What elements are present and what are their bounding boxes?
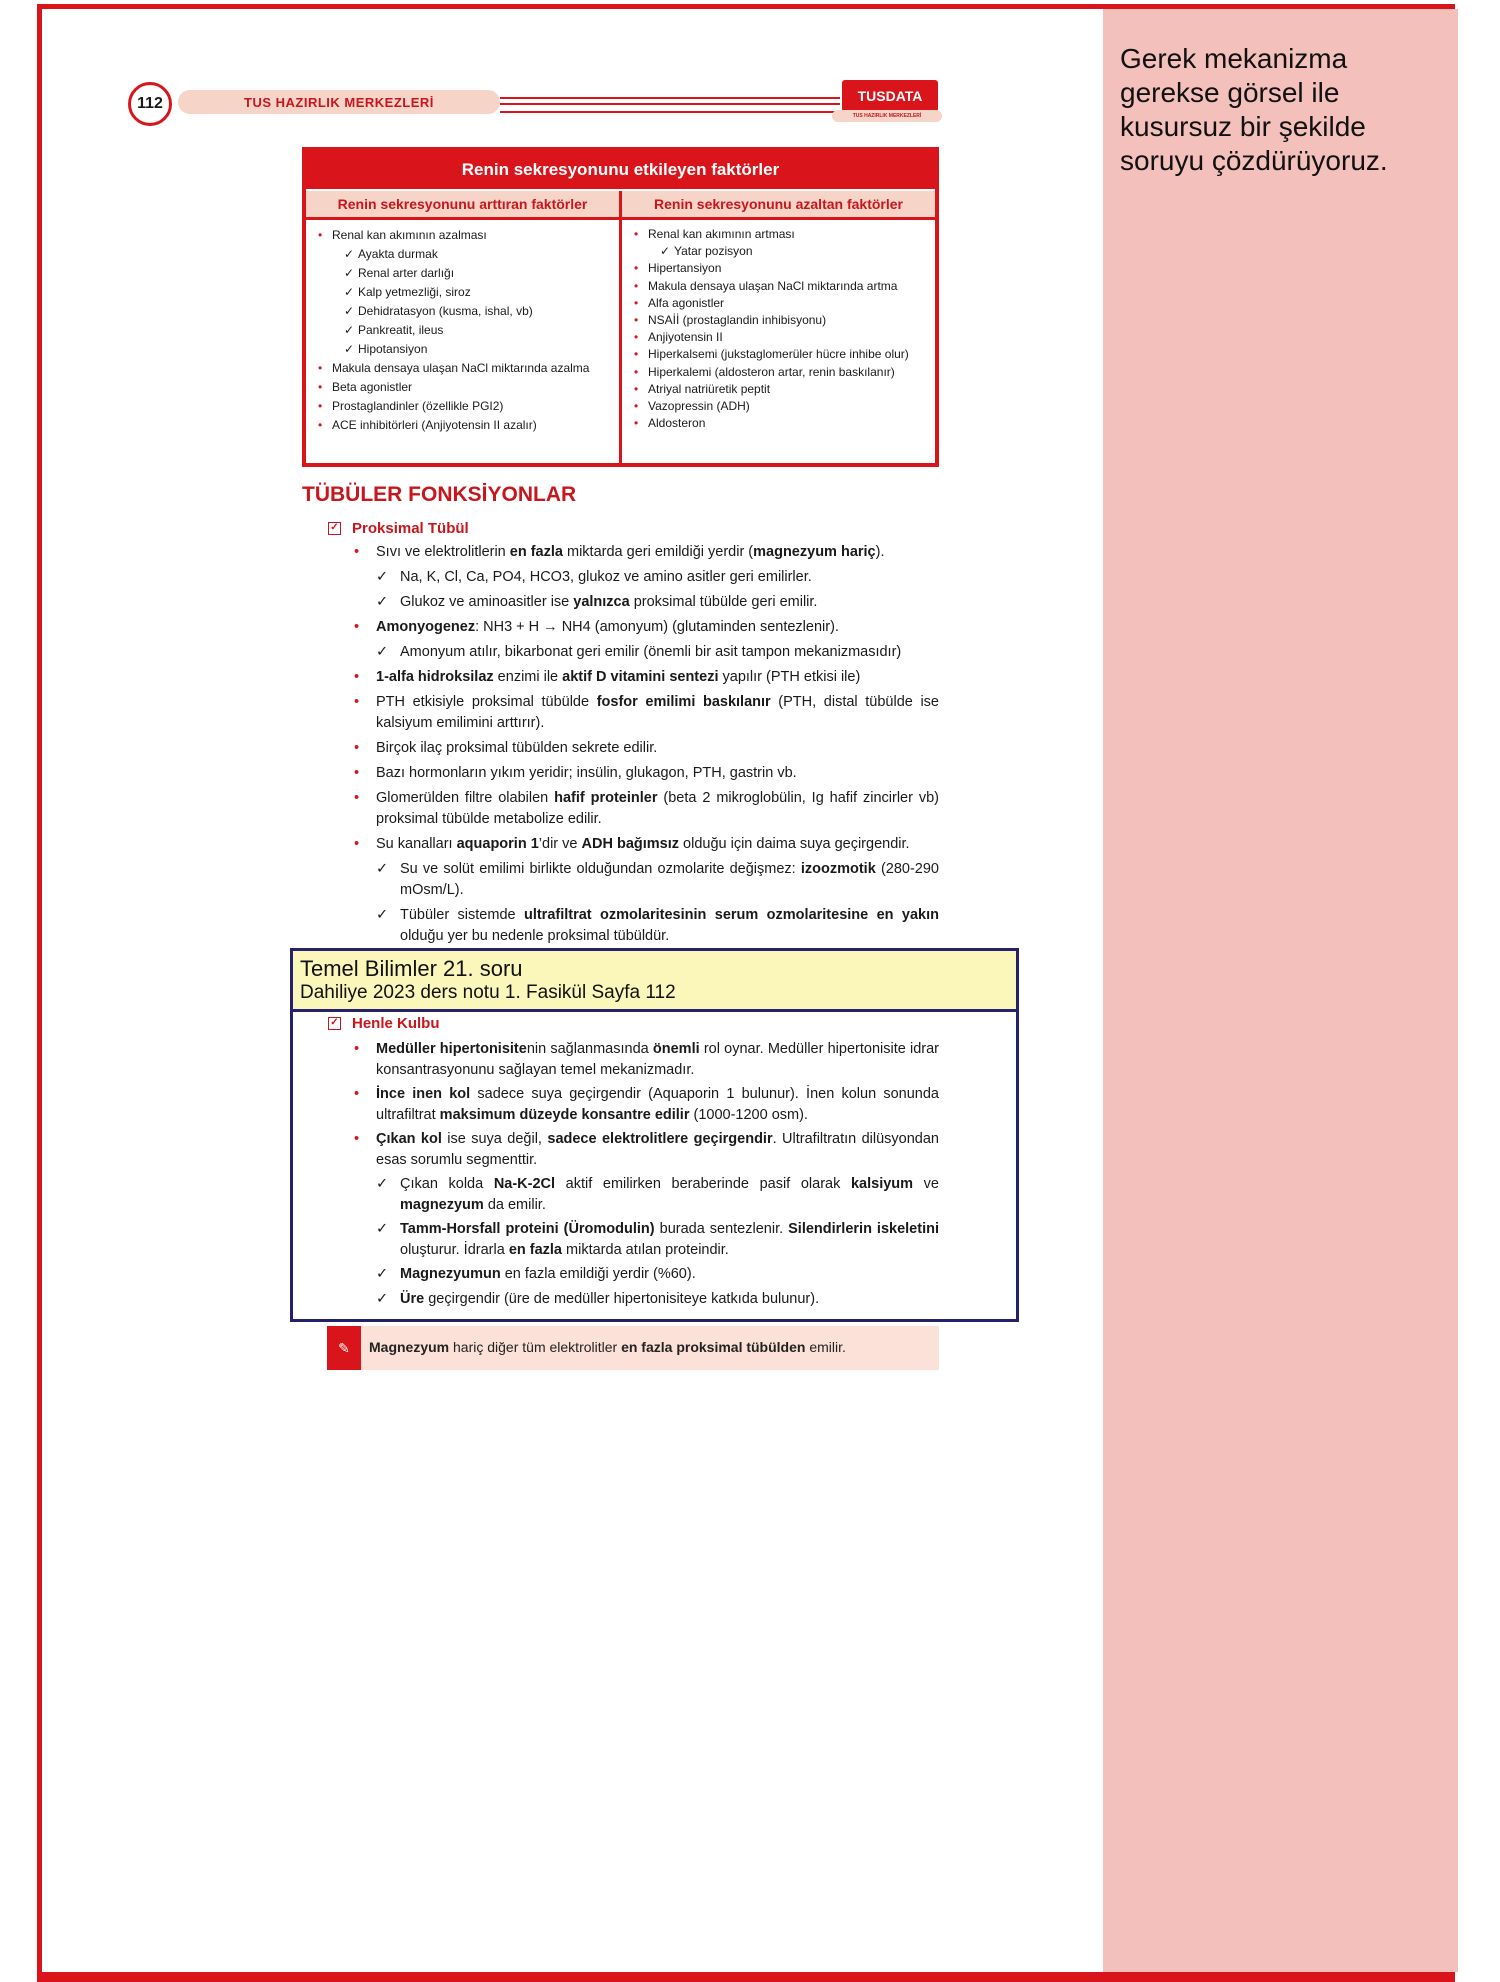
tusdata-logo: TUSDATA bbox=[842, 80, 938, 112]
list-item: • Glomerülden filtre olabilen hafif proteinler (beta 2 mikroglobülin, Ig hafif zincirler vb) proksimal tübülde metabolize edilir. bbox=[352, 788, 939, 830]
list-item: • Renal kan akımının azalması bbox=[316, 226, 613, 245]
list-item: • Birçok ilaç proksimal tübülden sekrete edilir. bbox=[352, 738, 939, 759]
list-item: ✓ Tamm-Horsfall proteini (Üromodulin) burada sentezlenir. Silendirlerin iskeletini oluşturur. İdrarla en fazla miktarda atılan proteindir. bbox=[352, 1219, 939, 1260]
list-item: • 1-alfa hidroksilaz enzimi ile aktif D vitamini sentezi yapılır (PTH etkisi ile) bbox=[352, 667, 939, 688]
list-item: ✓ Hipotansiyon bbox=[316, 340, 613, 359]
list-item: ✓ Çıkan kolda Na-K-2Cl aktif emilirken beraberinde pasif olarak kalsiyum ve magnezyum da emilir. bbox=[352, 1174, 939, 1215]
list-item: • Alfa agonistler bbox=[632, 295, 929, 312]
list-item: • Su kanalları aquaporin 1’dir ve ADH bağımsız olduğu için daima suya geçirgendir. bbox=[352, 834, 939, 855]
list-item: • Amonyogenez: NH3 + H → NH4 (amonyum) (glutaminden sentezlenir). bbox=[352, 617, 939, 638]
increase-header: Renin sekresyonunu arttıran faktörler bbox=[306, 191, 619, 220]
list-item: • Sıvı ve elektrolitlerin en fazla miktarda geri emildiği yerdir (magnezyum hariç). bbox=[352, 542, 939, 563]
list-item: • Hiperkalemi (aldosteron artar, renin baskılanır) bbox=[632, 364, 929, 381]
list-item: • Vazopressin (ADH) bbox=[632, 398, 929, 415]
list-item: • Hipertansiyon bbox=[632, 260, 929, 277]
note-text: Magnezyum hariç diğer tüm elektrolitler en fazla proksimal tübülden emilir. bbox=[369, 1339, 846, 1355]
list-item: ✓ Glukoz ve aminoasitler ise yalnızca proksimal tübülde geri emilir. bbox=[352, 592, 939, 613]
list-item: ✓ Tübüler sistemde ultrafiltrat ozmolaritesinin serum ozmolaritesine en yakın olduğu yer bu nedenle proksimal tübüldür. bbox=[352, 905, 939, 947]
renin-table bbox=[302, 147, 939, 467]
list-item: ✓ Yatar pozisyon bbox=[632, 243, 929, 260]
list-item: • Çıkan kol ise suya değil, sadece elektrolitlere geçirgendir. Ultrafiltratın dilüsyondan esas sorumlu segmenttir. bbox=[352, 1129, 939, 1170]
list-item: • ACE inhibitörleri (Anjiyotensin II azalır) bbox=[316, 416, 613, 435]
overlay-header bbox=[293, 951, 1016, 1012]
list-item: ✓ Dehidratasyon (kusma, ishal, vb) bbox=[316, 302, 613, 321]
list-item: • Medüller hipertonisitenin sağlanmasında önemli rol oynar. Medüller hipertonisite idrar konsantrasyonunu sağlayan temel mekanizmadır. bbox=[352, 1039, 939, 1080]
list-item: • Aldosteron bbox=[632, 415, 929, 432]
list-item: ✓ Amonyum atılır, bikarbonat geri emilir (önemli bir asit tampon mekanizmasıdır) bbox=[352, 642, 939, 663]
list-item: ✓ Su ve solüt emilimi birlikte olduğundan ozmolarite değişmez: izoozmotik (280-290 mOsm/L). bbox=[352, 859, 939, 901]
list-item: • NSAİİ (prostaglandin inhibisyonu) bbox=[632, 312, 929, 329]
proximal-body bbox=[352, 542, 939, 951]
checkbox-icon: ✓ bbox=[328, 522, 341, 535]
list-item: ✓ Renal arter darlığı bbox=[316, 264, 613, 283]
list-item: • Beta agonistler bbox=[316, 378, 613, 397]
list-item: • Atriyal natriüretik peptit bbox=[632, 381, 929, 398]
list-item: ✓ Pankreatit, ileus bbox=[316, 321, 613, 340]
pencil-note-icon: ✎ bbox=[327, 1326, 361, 1370]
overlay-source: Dahiliye 2023 ders notu 1. Fasikül Sayfa 112 bbox=[300, 982, 676, 1003]
proximal-title: ✓ Proksimal Tübül bbox=[328, 520, 469, 537]
list-item: • İnce inen kol sadece suya geçirgendir (Aquaporin 1 bulunur). İnen kolun sonunda ultrafiltrat maksimum düzeyde konsantre edilir (1000-1200 osm). bbox=[352, 1084, 939, 1125]
header-title: TUS HAZIRLIK MERKEZLERİ bbox=[244, 95, 434, 110]
header-lines bbox=[500, 97, 840, 113]
logo-subtitle: TUS HAZIRLIK MERKEZLERİ bbox=[832, 110, 942, 122]
increase-column bbox=[306, 191, 619, 463]
list-item: ✓ Üre geçirgendir (üre de medüller hipertonisiteye katkıda bulunur). bbox=[352, 1289, 939, 1310]
list-item: • Bazı hormonların yıkım yeridir; insülin, glukagon, PTH, gastrin vb. bbox=[352, 763, 939, 784]
overlay-question: Temel Bilimler 21. soru bbox=[300, 956, 523, 981]
list-item: • Anjiyotensin II bbox=[632, 329, 929, 346]
list-item: • Hiperkalsemi (jukstaglomerüler hücre inhibe olur) bbox=[632, 346, 929, 363]
renin-table-title: Renin sekresyonunu etkileyen faktörler bbox=[306, 151, 935, 189]
list-item: • PTH etkisiyle proksimal tübülde fosfor emilimi baskılanır (PTH, distal tübülde ise kalsiyum emilimini arttırır). bbox=[352, 692, 939, 734]
side-panel bbox=[1103, 9, 1458, 1972]
header-line bbox=[500, 103, 840, 105]
list-item: • Prostaglandinler (özellikle PGI2) bbox=[316, 397, 613, 416]
page-number: 112 bbox=[128, 82, 172, 126]
checkbox-icon: ✓ bbox=[328, 1017, 341, 1030]
decrease-header: Renin sekresyonunu azaltan faktörler bbox=[622, 191, 935, 220]
section-title: TÜBÜLER FONKSİYONLAR bbox=[302, 483, 577, 506]
list-item: ✓ Kalp yetmezliği, siroz bbox=[316, 283, 613, 302]
list-item: ✓ Ayakta durmak bbox=[316, 245, 613, 264]
list-item: • Makula densaya ulaşan NaCl miktarında artma bbox=[632, 278, 929, 295]
side-note: Gerek mekanizma gerekse görsel ile kusursuz bir şekilde soruyu çözdürüyoruz. bbox=[1120, 43, 1388, 176]
list-item: ✓ Magnezyumun en fazla emildiği yerdir (%60). bbox=[352, 1264, 939, 1285]
list-item: ✓ Na, K, Cl, Ca, PO4, HCO3, glukoz ve amino asitler geri emilirler. bbox=[352, 567, 939, 588]
list-item: • Renal kan akımının artması bbox=[632, 226, 929, 243]
note-box bbox=[327, 1326, 939, 1370]
decrease-column bbox=[619, 191, 935, 463]
henle-body bbox=[352, 1039, 939, 1313]
list-item: • Makula densaya ulaşan NaCl miktarında azalma bbox=[316, 359, 613, 378]
bottom-border bbox=[37, 1972, 1455, 1982]
henle-title: ✓ Henle Kulbu bbox=[328, 1015, 440, 1032]
